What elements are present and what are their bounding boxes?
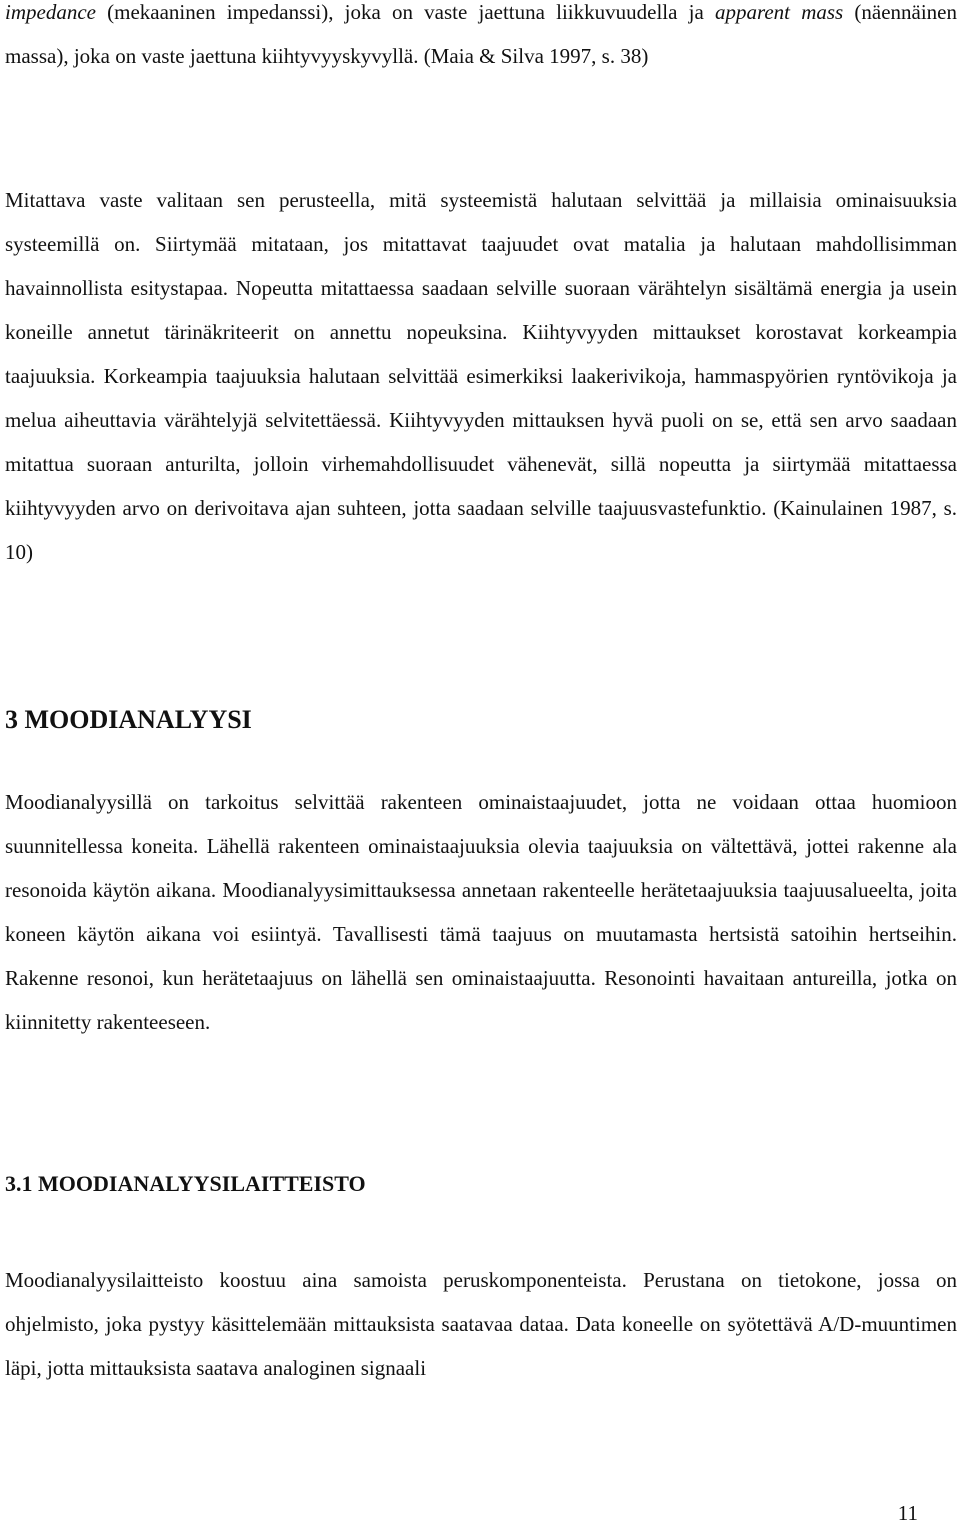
- section-heading-modal-analysis: 3 MOODIANALYYSI: [5, 705, 252, 734]
- response-selection-paragraph: Mitattava vaste valitaan sen perusteella, mitä systeemistä halutaan selvittää ja millaisia ominaisuuksia systeemillä on. Siirtymää mitataan, jos mitattavat taajuudet ovat matalia ja halutaan mahdollisimman havainnollista esitystapaa. Nopeutta mitattaessa saadaan selville suoraan värähtelyn sisältämä energia ja usein koneille annetut tärinäkriteerit on annettu nopeuksina. Kiihtyvyyden mittaukset korostavat korkeampia taajuuksia. Korkeampia taajuuksia halutaan selvittää esimerkiksi laakerivikoja, hammaspyörien ryntövikoja ja melua aiheuttavia värähtelyjä selvitettäessä. Kiihtyvyyden mittauksen hyvä puoli on se, että sen arvo saadaan mitattua suoraan anturilta, jolloin virhemahdollisuudet vähenevät, sillä nopeutta ja siirtymää mitattaessa kiihtyvyyden arvo on derivoitava ajan suhteen, jotta saadaan selville taajuusvastefunktio. (Kainulainen 1987, s. 10): [5, 188, 957, 564]
- subsection-heading-equipment: 3.1 MOODIANALYYSILAITTEISTO: [5, 1171, 366, 1196]
- page-number: 11: [897, 1501, 918, 1525]
- term-apparent-mass: apparent mass: [714, 0, 844, 24]
- term-impedance: impedance: [5, 0, 96, 24]
- equipment-paragraph: Moodianalyysilaitteisto koostuu aina samoista peruskomponenteista. Perustana on tietokone, jossa on ohjelmisto, joka pystyy käsittelemään mittauksista saatavaa dataa. Data koneelle on syötettävä A/D-muuntimen läpi, jotta mittauksista saatava analoginen signaali: [5, 1268, 957, 1380]
- modal-analysis-paragraph: Moodianalyysillä on tarkoitus selvittää rakenteen ominaistaajuudet, jotta ne voidaan ottaa huomioon suunnitellessa koneita. Lähellä rakenteen ominaistaajuuksia olevia taajuuksia on vältettävä, jottei rakenne ala resonoida käytön aikana. Moodianalyysimittauksessa annetaan rakenteelle herätetaajuuksia taajuusalueelta, joita koneen käytön aikana voi esiintyä. Tavallisesti tämä taajuus on muutamasta hertsistä satoihin hertseihin. Rakenne resonoi, kun herätetaajuus on lähellä sen ominaistaajuutta. Resonointi havaitaan antureilla, jotka on kiinnitetty rakenteeseen.: [5, 790, 957, 1034]
- intro-text-1: (mekaaninen impedanssi), joka on vaste jaettuna liikkuvuudella ja: [95, 0, 715, 24]
- intro-paragraph: [5, 0, 957, 78]
- intro-text-2: (näennäinen massa), joka on vaste jaettuna kiihtyvyyskyvyllä. (Maia & Silva 1997, s. 38): [5, 0, 957, 68]
